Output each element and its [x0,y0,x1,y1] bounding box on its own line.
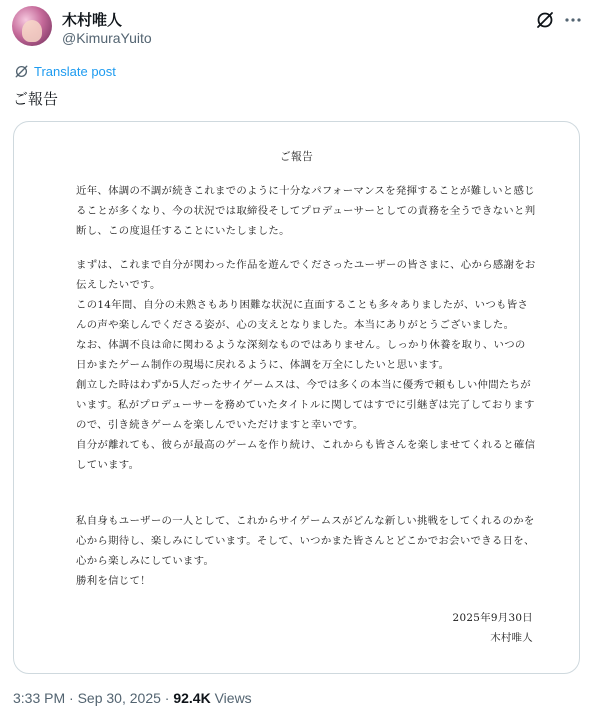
avatar[interactable] [12,6,52,46]
announcement-document [14,122,579,673]
translate-post-link[interactable] [14,64,116,79]
author-name[interactable]: 木村唯人 [62,11,123,29]
tweet-text: ご報告 [13,90,59,108]
views-label: Views [214,690,252,706]
document-date: 2025年9月30日 [452,612,533,624]
meta-separator: · [69,690,74,706]
post-meta [13,690,252,706]
post-date[interactable]: Sep 30, 2025 [77,690,161,706]
attached-image[interactable] [13,121,580,674]
translate-icon [14,64,29,79]
document-title: ご報告 [279,150,314,163]
more-icon[interactable] [563,10,583,30]
grok-icon[interactable] [535,10,555,30]
document-paragraph: 私自身もユーザーの一人として、これからサイゲームスがどんな新しい挑戦をしてくれるのかを心から期待し、楽しみにしています。そして、いつかまた皆さんとどこかでお会いできる日を、心から楽しみにしています。 [76,515,535,567]
post-time[interactable]: 3:33 PM [13,690,66,706]
document-paragraph: 近年、体調の不調が続きこれまでのように十分なパフォーマンスを発揮することが難しいと感じることが多くなり、今の状況では取締役そしてプロデューサーとしての責務を全うできないと判断し、この度退任することにいたしました。 [76,185,536,237]
meta-separator: · [164,690,170,706]
document-signature: 木村唯人 [490,632,533,644]
document-paragraph: 勝利を信じて！ [76,575,151,587]
document-paragraph: まずは、これまで自分が関わった作品を遊んでくださったユーザーの皆さまに、心から感謝をお伝えしたいです。 この14年間、自分の未熟さもあり困難な状況に直面することも多々ありましたが、いつも皆さんの声や楽しんでくださる姿が、心の支えとなりました。本当にありがとうございました。 なお、体調不良は命に関わるような深刻なものではありません。しっかり休養を取り、いつの日かまたゲーム制作の現場に戻れるように、体調を万全にしたいと思います。 創立した時はわずか5人だったサイゲームスは、今では多くの本当に優秀で頼もしい仲間たちがいます。私がプロデューサーを務めていたタイトルに関してはすでに引継ぎは完了しておりますので、引き続きゲームを楽しんでいただけますと幸いです。 自分が離れても、彼らが最高のゲームを作り続け、これからも皆さんを楽しませてくれると確信しています。 [76,259,536,471]
translate-label: Translate post [34,64,116,79]
views-count: 92.4K [173,690,211,706]
author-handle[interactable]: @KimuraYuito [62,30,152,46]
